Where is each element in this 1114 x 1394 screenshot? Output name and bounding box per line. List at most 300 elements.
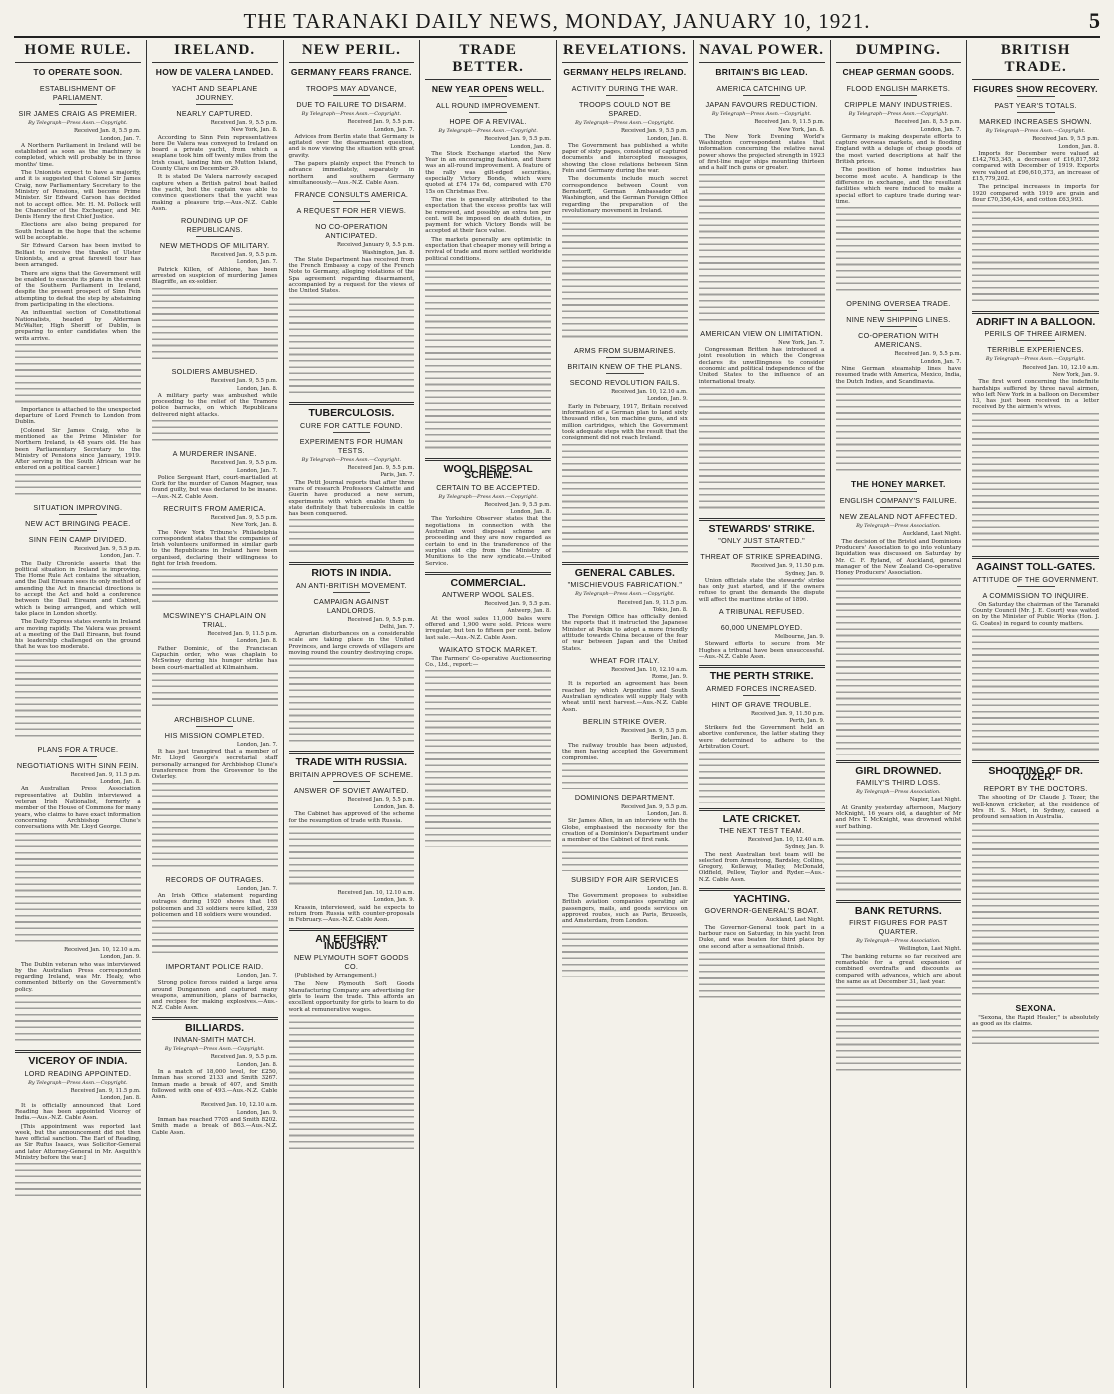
subheading: NEW ACT BRINGING PEACE. — [25, 518, 131, 528]
subheading: BERLIN STRIKE OVER. — [582, 716, 667, 726]
double-rule — [15, 1050, 141, 1053]
dateline: Received Jan. 9, 5.5 p.m. — [1032, 136, 1099, 143]
subheading: CRIPPLE MANY INDUSTRIES. — [844, 100, 953, 109]
column-headline: DUMPING. — [836, 40, 962, 63]
dateline: Received Jan. 8, 5.5 p.m. — [73, 128, 141, 135]
subheading: AMERICAN VIEW ON LIMITATION. — [700, 328, 823, 338]
subheading: NEGOTIATIONS WITH SINN FEIN. — [16, 760, 139, 770]
section-heading: BANK RETURNS. — [854, 904, 942, 917]
dateline: Received Jan. 10, 12.40 a.m. — [747, 836, 825, 843]
section-heading: STEWARDS' STRIKE. — [708, 522, 815, 535]
illegible-text-block — [152, 420, 278, 445]
dateline: Washington, Jan. 8. — [362, 249, 415, 256]
illegible-text-block — [972, 413, 1099, 552]
column-3 — [284, 40, 421, 1388]
column-headline: REVELATIONS. — [562, 40, 688, 63]
paragraph: A military party was ambushed while proceeding to the relief of the Tramore police barracks, on which Republicans delivered night attacks. — [151, 392, 278, 418]
byline: By Telegraph—Press Assn.—Copyright. — [985, 356, 1086, 363]
paragraph: At the wool sales 11,000 bales were offered and 1,900 were sold. Prices were irregular, but ten to fifteen per cent. below last sale.—Aus.-N.Z. Cable Assn. — [425, 615, 551, 641]
paragraph: Agrarian disturbances on a considerable scale are taking place in the United Provinces, and large crowds of villagers are moving round the country destroying crops. — [288, 631, 415, 656]
paragraph: The principal increases in imports for 1920 compared with 1919 are grain and flour £70,356,434, and cotton £63,993. — [972, 184, 1099, 203]
section-heading: THE PERTH STRIKE. — [709, 670, 814, 683]
subheading: BRITAIN APPROVES OF SCHEME. — [289, 769, 414, 779]
masthead — [14, 6, 1100, 38]
column-7 — [831, 40, 968, 1388]
illegible-text-block — [562, 926, 688, 976]
paragraph: "Sexona, the Rapid Healer," is absolutely as good as its claims. — [972, 1014, 1099, 1028]
dateline: Received Jan. 9, 5.5 p.m. — [620, 803, 688, 810]
dateline: Received Jan. 10, 12.10 a.m. — [611, 666, 688, 673]
double-rule — [699, 888, 825, 891]
subheading: 60,000 UNEMPLOYED. — [720, 623, 803, 633]
dateline: Rome, Jan. 9. — [651, 674, 688, 681]
dateline: Received Jan. 9, 5.5 p.m. — [210, 1054, 278, 1061]
section-heading: BILLIARDS. — [185, 1021, 245, 1034]
subheading: SEXONA. — [1015, 1002, 1056, 1013]
double-rule — [972, 556, 1099, 559]
dateline: Received Jan. 10, 12.10 a.m. — [1022, 364, 1099, 371]
section-heading: AGAINST TOLL-GATES. — [976, 561, 1096, 574]
column-headline: NAVAL POWER. — [699, 40, 825, 63]
column-headline: IRELAND. — [152, 40, 278, 63]
illegible-text-block — [152, 288, 278, 364]
double-rule — [562, 562, 688, 565]
dateline: Wellington, Last Night. — [898, 946, 962, 953]
subheading: "MISCHIEVOUS FABRICATION." — [567, 580, 683, 590]
dateline: London, Jan. 7. — [236, 972, 278, 979]
section-heading: ADRIFT IN A BALLOON. — [975, 316, 1096, 329]
subheading: ALL ROUND IMPROVEMENT. — [436, 101, 541, 110]
dateline: New York, Jan. 7. — [778, 339, 825, 346]
paragraph: The Stock Exchange started the New Year in an encouraging fashion, and there was an all-round improvement. A feature of the rally was gilt-edged securities, especially Victory Bonds, which were quoted at £74 17s 6d, compared with £70 15s on Christmas Eve. — [425, 150, 551, 195]
dateline: Received Jan. 9, 5.5 p.m. — [484, 501, 551, 508]
paragraph: Nine German steamship lines have resumed trade with America, Mexico, India, the Dutch Indies, and Scandinavia. — [835, 365, 962, 385]
paragraph: The Government proposes to subsidise British aviation companies operating air passengers, mails, and goods services on approved routes, such as Paris, Brussels, and Amsterdam, from London. — [562, 892, 688, 925]
paragraph: Steward efforts to secure from Mr Hughes a tribunal have been unsuccessful.—Aus.-N.Z. Cable Assn. — [698, 641, 825, 660]
subheading: THE HONEY MARKET. — [851, 479, 946, 490]
subheading: AN ANTI-BRITISH MOVEMENT. — [295, 580, 407, 590]
subheading: ARCHBISHOP CLUNE. — [174, 714, 256, 724]
subheading: ATTITUDE OF THE GOVERNMENT. — [972, 574, 1099, 584]
section-heading: TUBERCULOSIS. — [308, 407, 395, 420]
illegible-text-block — [289, 1015, 415, 1154]
dateline: Received Jan. 9, 11.50 p.m. — [750, 710, 825, 717]
dateline: Received Jan. 9, 11.5 p.m. — [70, 771, 141, 778]
double-rule — [289, 928, 415, 931]
dateline: London, Jan. 8. — [647, 135, 688, 142]
dateline: Received Jan. 9, 5.5 p.m. — [347, 465, 415, 472]
illegible-text-block — [152, 783, 278, 871]
dateline: Received Jan. 9, 5.5 p.m. — [484, 601, 551, 608]
dateline: Received Jan. 9, 11.50 p.m. — [750, 563, 825, 570]
illegible-text-block — [836, 987, 962, 1075]
divider — [606, 373, 644, 374]
paragraph: The papers plainly expect the French to advance immediately, separately in northern and southern Germany simultaneously.—Aus.-N.Z. Cable Assn. — [288, 161, 415, 186]
column-headline: BRITISH TRADE. — [972, 40, 1099, 80]
paragraph: Sir James Allen, in an interview with the Globe, emphasised the necessity for the creation of a Dominion's Department under a member of the Cabinet of first rank. — [562, 818, 688, 844]
divider — [1017, 96, 1055, 97]
paragraph: A Northern Parliament in Ireland will be established as soon as the machinery is completed, which will probably be in three months' time. — [15, 142, 141, 168]
divider — [196, 726, 234, 727]
divider — [333, 217, 371, 218]
divider — [469, 112, 507, 113]
paragraph: It is officially announced that Lord Reading has been appointed Viceroy of India.—Aus.-N.Z. Cable Assn. — [15, 1102, 141, 1122]
divider — [59, 104, 97, 105]
subheading: HINT OF GRAVE TROUBLE. — [711, 699, 812, 709]
column-2 — [147, 40, 284, 1388]
subheading: RECRUITS FROM AMERICA. — [163, 503, 267, 513]
divider — [743, 547, 781, 548]
paragraph: The banking returns so far received are remarkable for a great expansion of combined overdrafts and discounts as compared with advances, which are about the same as at December 31, last year. — [835, 953, 962, 985]
subheading: FRANCE CONSULTS AMERICA. — [294, 190, 409, 200]
subheading: MARKED INCREASES SHOWN. — [979, 117, 1092, 126]
dateline: Received Jan. 9, 11.5 p.m. — [617, 599, 688, 606]
dateline: London, Jan. 8. — [647, 810, 688, 817]
paragraph: (Published by Arrangement.) — [294, 973, 377, 980]
paragraph: Strong police forces raided a large area around Dungannon and captured many weapons, ammunition, plans of barracks, and recipes for making explosives.—Aus.-N.Z. Cable Assn. — [151, 980, 278, 1012]
paragraph: The rise is generally attributed to the expectation that the excess profits tax will be removed, and possibly an extra ten per cent. will be imposed on death duties, in payment for which Victory Bonds will be accepted at their face value. — [425, 196, 551, 235]
section-heading: COMMERCIAL. — [450, 576, 526, 589]
dateline: London, Jan. 8. — [236, 1061, 278, 1068]
divider — [1017, 586, 1055, 587]
divider — [1017, 112, 1055, 113]
byline: By Telegraph—Press Assn.—Copyright. — [28, 1079, 128, 1086]
subheading: IMPORTANT POLICE RAID. — [165, 961, 264, 971]
byline: By Telegraph—Press Assn.—Copyright. — [301, 111, 402, 117]
paragraph: The Foreign Office has officially denied the reports that it instructed the Japanese Minister at Pekin to adopt a more friendly attitude towards China because of the fear of war between Japan and the United States. — [562, 614, 688, 652]
column-8 — [967, 40, 1104, 1388]
paragraph: It is stated De Valera narrowly escaped capture when a British patrol boat hailed the yacht, but the captain was able to convince questioners that the yacht was making a pleasure trip.—Aus.-N.Z. Cable Assn. — [151, 174, 278, 212]
dateline: London, Jan. 7. — [236, 259, 278, 266]
divider — [880, 507, 918, 508]
dateline: Received Jan. 9, 5.5 p.m. — [484, 136, 551, 143]
illegible-text-block — [15, 995, 141, 1045]
paragraph: The Daily Express states events in Ireland are moving rapidly. The Valera was present at a meeting of the Dail Eireann, but found his leadership challenged on the ground that he was too moderate. — [15, 619, 141, 651]
subheading: GERMANY FEARS FRANCE. — [290, 67, 412, 77]
dateline: London, Jan. 7. — [236, 741, 278, 748]
subheading: RECORDS OF OUTRAGES. — [165, 874, 264, 884]
paragraph: The New York Evening World's Washington correspondent states that information concerning the relative naval power shows the projected strength in 1923 of first-line major ships mounting thirteen and a half inch guns or greater. — [698, 133, 825, 172]
subheading: ESTABLISHMENT OF PARLIAMENT. — [39, 84, 116, 102]
subheading: SUBSIDY FOR AIR SERVICES — [571, 874, 679, 884]
column-1 — [10, 40, 147, 1388]
subheading: SINN FEIN CAMP DIVIDED. — [28, 534, 127, 544]
byline: By Telegraph—Press Assn.—Copyright. — [848, 111, 949, 117]
illegible-text-block — [836, 578, 962, 754]
section-heading: WOOL DISPOSAL SCHEME. — [443, 462, 533, 482]
subheading: THREAT OF STRIKE SPREADING. — [700, 552, 823, 562]
double-rule — [699, 518, 825, 521]
paragraph: Imports for December were valued at £142,763,345, a decrease of £16,817,592 compared with December of 1919. Exports were valued at £96,610,373, an increase of £15,779,202. — [972, 150, 1099, 183]
divider — [743, 95, 781, 96]
dateline: London, Jan. 7. — [100, 553, 141, 560]
byline: By Telegraph—Press Assn.—Copyright. — [438, 493, 538, 500]
dateline: London, Jan. 7. — [236, 467, 278, 474]
dateline: Received January 9, 5.5 p.m. — [337, 242, 415, 249]
paragraph: [Colonel Sir James Craig, who is mentioned as the Prime Minister for Northern Ireland, is 48 years old. He has been Parliamentary Secretary to the Ministry of Pensions since January, 1919. After serving in the South African war he entered on a political career.] — [15, 427, 141, 472]
byline: By Telegraph—Press Assn.—Copyright. — [438, 128, 538, 134]
subheading: BRITAIN'S BIG LEAD. — [715, 67, 808, 77]
double-rule — [836, 900, 962, 903]
dateline: Antwerp, Jan. 8. — [507, 608, 551, 615]
dateline: London, Jan. 8. — [510, 509, 551, 516]
illegible-text-block — [562, 216, 688, 342]
paragraph: According to Sinn Fein representatives here De Valera was conveyed to Ireland on board a private yacht, from which a seaplane took him off twenty miles from the Irish coast, landing him on Mutton Island, County Clare on December 29. — [151, 134, 278, 173]
column-headline: NEW PERIL. — [289, 40, 415, 63]
dateline: London, Jan. 8. — [100, 779, 141, 786]
dateline: New York, Jan. 8. — [778, 126, 825, 133]
paragraph: The Dublin veteran who was interviewed by the Australian Press correspondent regarding Ireland, was Mr. Healy, who commented bitterly on the Government's policy. — [15, 961, 141, 993]
subheading: THE NEXT TEST TEAM. — [719, 825, 805, 835]
illegible-text-block — [15, 1163, 141, 1201]
subheading: WAIKATO STOCK MARKET. — [438, 644, 538, 654]
dateline: Paris, Jan. 7. — [380, 472, 415, 479]
illegible-text-block — [699, 752, 825, 802]
paragraph: The State Department has received from the French Embassy a copy of the French Note to Germany, alleging violations of the Spa agreement regarding disarmament, accompanied by a request for the views of the United States. — [288, 256, 415, 295]
divider — [606, 95, 644, 96]
divider — [606, 357, 644, 358]
double-rule — [972, 760, 1099, 763]
paragraph: The Unionists expect to have a majority, and it is suggested that Colonel Sir James Craig, now Parliamentary Secretary to the Ministry of Pensions, will become Prime Minister. Sir Edward Carson has decided not to accept office. Mr. H. M. Pollock will be Chancellor of the Exchequer, and Mr. Denis Henry the first Chief Justice. — [15, 170, 141, 221]
column-headline: TRADE BETTER. — [425, 40, 551, 80]
double-rule — [699, 665, 825, 668]
paragraph: The Governor-General took part in a harbour race on Saturday, in his yacht Iron Duke, and was beaten for third place by one second after a sensational finish. — [698, 924, 825, 950]
paragraph: The position of home industries has become most acute. A handicap is the difference in exchange, and the resultant facilities which were induced to make a special effort to capture trade during war-time. — [835, 167, 962, 205]
illegible-text-block — [15, 474, 141, 499]
subheading: A TRIBUNAL REFUSED. — [718, 607, 805, 617]
byline: By Telegraph—Press Assn.—Copyright. — [985, 128, 1086, 134]
subheading: REPORT BY THE DOCTORS. — [983, 784, 1088, 794]
paragraph: The markets generally are optimistic in expectation that cheaper money will bring a revival of trade and more settled worldwide political conditions. — [425, 236, 551, 262]
byline: By Telegraph—Press Assn.—Copyright. — [575, 591, 675, 598]
illegible-text-block — [15, 344, 141, 407]
subheading: PERILS OF THREE AIRMEN. — [984, 329, 1087, 339]
illegible-text-block — [289, 826, 415, 889]
paragraph: Patrick Killen, of Athlone, has been arrested on suspicion of murdering James Blagriffe, an ex-soldier. — [151, 266, 278, 286]
dateline: Received Jan. 9, 5.5 p.m. — [210, 460, 278, 467]
dateline: London, Jan. 7. — [920, 126, 962, 133]
illegible-text-block — [836, 387, 962, 475]
divider — [880, 491, 918, 492]
divider — [880, 310, 918, 311]
divider — [880, 79, 918, 80]
divider — [59, 756, 97, 757]
paragraph: Advices from Berlin state that Germany is agitated over the disarmament question, and is now viewing the situation with great gravity. — [288, 133, 415, 159]
byline: By Telegraph—Press Assn.—Copyright. — [711, 111, 812, 117]
subheading: A REQUEST FOR HER VIEWS. — [296, 206, 407, 216]
paragraph: The shooting of Dr Claude J. Tozer, the well-known cricketer, at the residence of Mrs H. S. Mort, in Sydney, caused a profound sensation in Australia. — [972, 795, 1099, 821]
dateline: London, Jan. 8. — [1058, 143, 1099, 150]
dateline: Sydney, Jan. 9. — [785, 570, 825, 577]
paragraph: Father Dominic, of the Franciscan Capuchin order, who was chaplain to McSwiney during his hunger strike has been court-martialled at Kilmainham. — [151, 645, 278, 671]
dateline: New York, Jan. 8. — [231, 127, 278, 134]
divider — [880, 326, 918, 327]
paragraph: There are signs that the Government will be enabled to execute its plans in the event of the Southern Parliament in Ireland, despite the present prospect of Sinn Fein attempting to defeat the step by abstaining from participating in the elections. — [15, 270, 141, 309]
dateline: Received Jan. 9, 5.5 p.m. — [620, 727, 688, 734]
dateline: London, Jan. 8. — [100, 1095, 141, 1102]
dateline: London, Jan. 7. — [920, 358, 962, 365]
illegible-text-block — [152, 673, 278, 711]
paragraph: Germany is making desperate efforts to capture overseas markets, and is flooding England with a deluge of cheap goods of the most varied descriptions at half the British prices. — [835, 133, 962, 166]
subheading: SIR JAMES CRAIG AS PREMIER. — [18, 109, 138, 118]
divider — [196, 79, 234, 80]
dateline: Napier, Last Night. — [909, 797, 962, 804]
divider — [59, 79, 97, 80]
paragraph: An Irish Office statement regarding outrages during 1920 shows that 165 policemen and 33 soldiers were killed, 239 policemen and 18 soldiers were wounded. — [151, 893, 278, 918]
paragraph: The next Australian test team will be selected from Armstrong, Bardsley, Collins, Gregory, Kelleway, Mailey, McDonald, Oldfield, Pellew, Taylor and Ryder.—Aus.-N.Z. Cable Assn. — [698, 851, 825, 883]
double-rule — [289, 562, 415, 565]
section-heading: SHOOTING OF DR. TOZER. — [988, 764, 1083, 784]
subheading: TERRIBLE EXPERIENCES. — [987, 345, 1084, 355]
double-rule — [289, 402, 415, 405]
dateline: Tokio, Jan. 8. — [652, 606, 688, 613]
dateline: Received Jan. 9, 11.5 p.m. — [754, 119, 825, 126]
subheading: NEW PLYMOUTH SOFT GOODS CO. — [293, 953, 409, 972]
dateline: Auckland, Last Night. — [765, 917, 825, 924]
divider — [59, 514, 97, 515]
divider — [469, 96, 507, 97]
paragraph: Inman has reached 7705 and Smith 8202. Smith made a break of 863.—Aus.-N.Z. Cable Assn. — [151, 1117, 278, 1136]
subheading: HOPE OF A REVIVAL. — [449, 117, 527, 126]
subheading: NINE NEW SHIPPING LINES. — [846, 315, 951, 325]
dateline: Received Jan. 9, 5.5 p.m. — [620, 128, 688, 135]
dateline: Received Jan. 10, 12.10 a.m. — [64, 946, 141, 953]
paragraph: Police Sergeant Hart, court-martialled at Cork for the murder of Canon Magner, was found guilty, but was declared to be insane.—Aus.-N.Z. Cable Assn. — [151, 474, 278, 500]
divider — [333, 781, 371, 782]
subheading: CERTAIN TO BE ACCEPTED. — [436, 482, 541, 492]
paragraph: Congressman Britten has introduced a joint resolution in which the Congress declares its unwillingness to consider economic and political independence of the United States to the influence of an international treaty. — [698, 347, 825, 385]
dateline: New York, Jan. 8. — [231, 522, 278, 529]
divider — [333, 95, 371, 96]
divider — [333, 432, 371, 433]
byline: By Telegraph—Press Assn.—Copyright. — [28, 120, 128, 126]
subheading: ACTIVITY DURING THE WAR. — [571, 84, 679, 93]
double-rule — [972, 311, 1099, 314]
dateline: Berlin, Jan. 8. — [650, 735, 688, 742]
paragraph: It is reported an agreement has been reached by which Argentine and South Australian syndicates will supply Italy with wheat until next harvest.—Aus.-N.Z. Cable Assn. — [562, 681, 688, 713]
paragraph: The Farmers' Co-operative Auctioneering Co., Ltd., report:— — [425, 655, 551, 669]
paragraph: [This appointment was reported last week, but the announcement did not then have official sanction. The Earl of Reading, as Sir Rufus Isaacs, was Solicitor-General and later Attorney-General in Mr. Asquith's Ministry before the war.] — [15, 1123, 141, 1161]
dateline: Received Jan. 10, 12.10 a.m. — [337, 889, 415, 896]
divider — [196, 104, 234, 105]
paragraph: Sir Edward Carson has been invited to Belfast to receive the thanks of Ulster Unionists, and a great farewell tour has been arranged. — [15, 243, 141, 269]
subheading: NEW ZEALAND NOT AFFECTED. — [839, 512, 958, 522]
byline: By Telegraph—Press Assn.—Copyright. — [301, 456, 402, 463]
subheading: PAST YEAR'S TOTALS. — [994, 101, 1077, 110]
divider — [743, 79, 781, 80]
illegible-text-block — [562, 444, 688, 557]
subheading: NEARLY CAPTURED. — [176, 109, 253, 118]
dateline: Received Jan. 10, 12.10 a.m. — [200, 1102, 278, 1109]
divider — [333, 592, 371, 593]
subheading: ARMED FORCES INCREASED. — [706, 683, 817, 693]
divider — [743, 695, 781, 696]
illegible-text-block — [15, 653, 141, 741]
illegible-text-block — [836, 832, 962, 895]
paragraph: The Yorkshire Observer states that the negotiations in connection with the Australian wool disposal scheme are proceeding and they are now regarded as certain to end in the transference of the surplus old clip from the Ministry of Munitions to the new syndicate.—United Service. — [425, 516, 551, 567]
section-heading: GIRL DROWNED. — [855, 764, 942, 777]
divider — [196, 236, 234, 237]
section-heading: YACHTING. — [733, 893, 791, 906]
divider — [1017, 340, 1055, 341]
double-rule — [425, 458, 551, 461]
subheading: BRITAIN KNEW OF THE PLANS. — [567, 362, 683, 372]
page-number: 5 — [1089, 8, 1100, 33]
divider — [333, 79, 371, 80]
illegible-text-block — [562, 845, 688, 870]
byline: By Telegraph—Press Association. — [856, 789, 941, 796]
paragraph: The Cabinet has approved of the scheme for the resumption of trade with Russia. — [288, 811, 415, 824]
paragraph: On Saturday the chairman of the Taranaki County Council (Mr. J. E. Court) was waited on by the Minister of Public Works (Hon. J. G. Coates) in regard to county matters. — [972, 601, 1099, 627]
illegible-text-block — [152, 569, 278, 607]
subheading: DOMINIONS DEPARTMENT. — [574, 792, 675, 802]
divider — [59, 530, 97, 531]
paragraph: Elections are also being prepared for South Ireland in the hope that the scheme will be acceptable. — [15, 222, 141, 242]
subheading: ANSWER OF SOVIET AWAITED. — [293, 785, 409, 795]
dateline: London, Jan. 9. — [647, 396, 688, 403]
illegible-text-block — [972, 823, 1099, 999]
illegible-text-block — [289, 297, 415, 398]
dateline: Received Jan. 9, 5.5 p.m. — [347, 616, 415, 623]
divider — [333, 201, 371, 202]
dateline: London, Jan. 9. — [100, 954, 141, 961]
dateline: Perth, Jan. 9. — [789, 717, 825, 724]
illegible-text-block — [972, 1030, 1099, 1049]
column-headline: HOME RULE. — [15, 40, 141, 63]
subheading: A MURDERER INSANE. — [172, 449, 257, 459]
dateline: Received Jan. 9, 11.5 p.m. — [70, 1088, 141, 1095]
subheading: HOW DE VALERA LANDED. — [155, 67, 274, 77]
paragraph: The first word concerning the indefinite hardships suffered by three naval airmen, who left New York in a balloon on December 13, has just been received in a letter received by the airmen's wives. — [972, 379, 1099, 411]
illegible-text-block — [289, 519, 415, 557]
illegible-text-block — [152, 920, 278, 958]
illegible-text-block — [699, 387, 825, 513]
paragraph: It has just transpired that a member of Mr. Lloyd George's secretarial staff personally arranged for Archbishop Clune's transference from the Grosvenor to the Osterley. — [151, 749, 278, 781]
paragraph: Early in February, 1917, Britain received information of a German plan to land sixty thousand rifles, ten machine guns, and six million cartridges, which the Government took adequate steps with the result that the consignment did not reach Ireland. — [562, 403, 688, 442]
double-rule — [152, 1017, 278, 1020]
subheading: CAMPAIGN AGAINST LANDLORDS. — [313, 596, 390, 615]
subheading: TO OPERATE SOON. — [33, 67, 123, 77]
illegible-text-block — [972, 629, 1099, 755]
dateline: London, Jan. 8. — [647, 885, 688, 892]
subheading: TROOPS MAY ADVANCE, — [305, 84, 397, 93]
byline: By Telegraph—Press Association. — [856, 938, 941, 945]
subheading: ENGLISH COMPANY'S FAILURE. — [839, 496, 958, 506]
double-rule — [699, 808, 825, 811]
subheading: ANTWERP WOOL SALES. — [441, 590, 535, 600]
illegible-text-block — [972, 205, 1099, 306]
section-heading: AN EFFICIENT INDUSTRY. — [315, 933, 388, 952]
dateline: London, Jan. 9. — [373, 897, 415, 904]
subheading: GERMANY HELPS IRELAND. — [563, 67, 687, 77]
dateline: Received Jan. 9, 5.5 p.m. — [210, 378, 278, 385]
illegible-text-block — [562, 763, 688, 788]
paragraph: An Australian Press Association representative at Dublin interviewed a veteran Irish Nationalist, formerly a member of the House of Commons for many years, who claims to have exact information concerning Archbishop Clune's conversations with Mr. Lloyd George. — [15, 786, 141, 831]
subheading: MCSWINEY'S CHAPLAIN ON TRIAL. — [163, 611, 267, 630]
subheading: LORD READING APPOINTED. — [24, 1068, 132, 1078]
subheading: DUE TO FAILURE TO DISARM. — [296, 100, 407, 109]
double-rule — [289, 751, 415, 754]
subheading: SOLDIERS AMBUSHED. — [171, 367, 258, 377]
illegible-text-block — [699, 952, 825, 1002]
byline: By Telegraph—Press Assn.—Copyright. — [164, 1046, 265, 1053]
paragraph: The Daily Chronicle asserts that the political situation in Ireland is improving. The Home Rule Act contains the situation, and the Dail Eireann sees its only method of amending the Act in financial directions is to accept the Act and hold a conference between the Dail Eireann and Cabinet, which is being arranged, and which will take place in London shortly. — [15, 560, 141, 617]
byline: By Telegraph—Press Assn.—Copyright. — [575, 120, 675, 126]
dateline: Sydney, Jan. 9. — [785, 844, 825, 851]
byline: By Telegraph—Press Association. — [856, 523, 941, 530]
masthead-title: THE TARANAKI DAILY NEWS, MONDAY, JANUARY 10, 1921. — [243, 8, 871, 33]
subheading: NEW METHODS OF MILITARY. — [159, 241, 270, 251]
